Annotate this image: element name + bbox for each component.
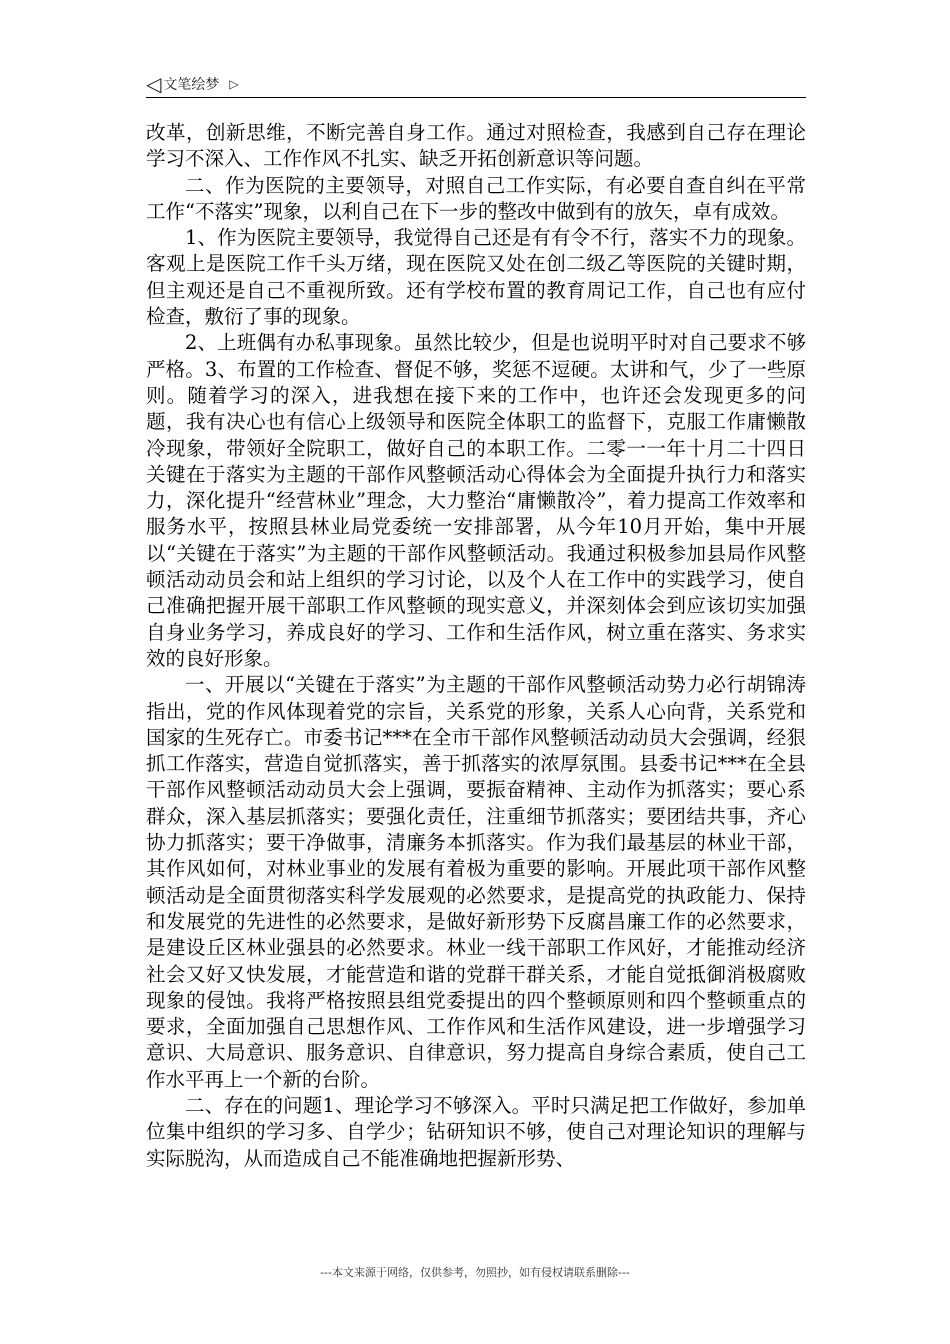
header-title: 文笔绘梦: [163, 77, 220, 93]
paragraph: 二、存在的问题1、理论学习不够深入。平时只满足把工作做好，参加单位集中组织的学习多、自学少；钻研知识不够，使自己对理论知识的理解与实际脱沟，从而造成自己不能准确地把握新形势、: [146, 1093, 806, 1170]
page-header: [146, 72, 239, 96]
triangle-left-icon: ◁: [146, 72, 162, 96]
triangle-right-icon: ▷: [229, 77, 239, 91]
paragraph: 改革，创新思维，不断完善自身工作。通过对照检查，我感到自己存在理论学习不深入、工作作风不扎实、缺乏开拓创新意识等问题。: [146, 121, 806, 171]
paragraph: 2、上班偶有办私事现象。虽然比较少，但是也说明平时对自己要求不够严格。3、布置的工作检查、督促不够，奖惩不逗硬。太讲和气，少了一些原则。随着学习的深入，进我想在接下来的工作中，也许还会发现更多的问题，我有决心也有信心上级领导和医院全体职工的监督下，克服工作庸懒散冷现象，带领好全院职工，做好自己的本职工作。二零一一年十月二十四日关键在于落实为主题的干部作风整顿活动心得体会为全面提升执行力和落实力，深化提升“经营林业”理念，大力整治“庸懒散冷”，着力提高工作效率和服务水平，按照县林业局党委统一安排部署，从今年10月开始，集中开展以“关键在于落实”为主题的干部作风整顿活动。我通过积极参加县局作风整顿活动动员会和站上组织的学习讨论，以及个人在工作中的实践学习，使自己准确把握开展干部职工作风整顿的现实意义，并深刻体会到应该切实加强自身业务学习，养成良好的学习、工作和生活作风，树立重在落实、务求实效的良好形象。: [146, 331, 806, 670]
body-text: [146, 120, 806, 1172]
footer-disclaimer: ---本文来源于网络，仅供参考，勿照抄，如有侵权请联系删除---: [320, 1266, 630, 1279]
paragraph: 一、开展以“关键在于落实”为主题的干部作风整顿活动势力必行胡锦涛指出，党的作风体现着党的宗旨，关系党的形象，关系人心向背，关系党和国家的生死存亡。市委书记***在全市干部作风整顿活动动员大会强调，经狠抓工作落实，营造自觉抓落实，善于抓落实的浓厚氛围。县委书记***在全县干部作风整顿活动动员大会上强调，要振奋精神、主动作为抓落实；要心系群众，深入基层抓落实；要强化责任，注重细节抓落实；要团结共事，齐心协力抓落实；要干净做事，清廉务本抓落实。作为我们最基层的林业干部，其作风如何，对林业事业的发展有着极为重要的影响。开展此项干部作风整顿活动是全面贯彻落实科学发展观的必然要求，是提高党的执政能力、保持和发展党的先进性的必然要求，是做好新形势下反腐昌廉工作的必然要求，是建设丘区林业强县的必然要求。林业一线干部职工作风好，才能推动经济社会又好又快发展，才能营造和谐的党群干群关系，才能自觉抵御消极腐败现象的侵蚀。我将严格按照县组党委提出的四个整顿原则和四个整顿重点的要求，全面加强自己思想作风、工作作风和生活作风建设，进一步增强学习意识、大局意识、服务意识、自律意识，努力提高自身综合素质，使自己工作水平再上一个新的台阶。: [146, 673, 806, 1091]
header-rule: [146, 97, 806, 98]
paragraph: 二、作为医院的主要领导，对照自己工作实际，有必要自查自纠在平常工作“不落实”现象，以利自己在下一步的整改中做到有的放矢，卓有成效。: [146, 173, 806, 223]
paragraph: 1、作为医院主要领导，我觉得自己还是有有令不行，落实不力的现象。客观上是医院工作千头万绪，现在医院又处在创二级乙等医院的关键时期，但主观还是自己不重视所致。还有学校布置的教育周记工作，自己也有应付检查，敷衍了事的现象。: [146, 226, 806, 329]
